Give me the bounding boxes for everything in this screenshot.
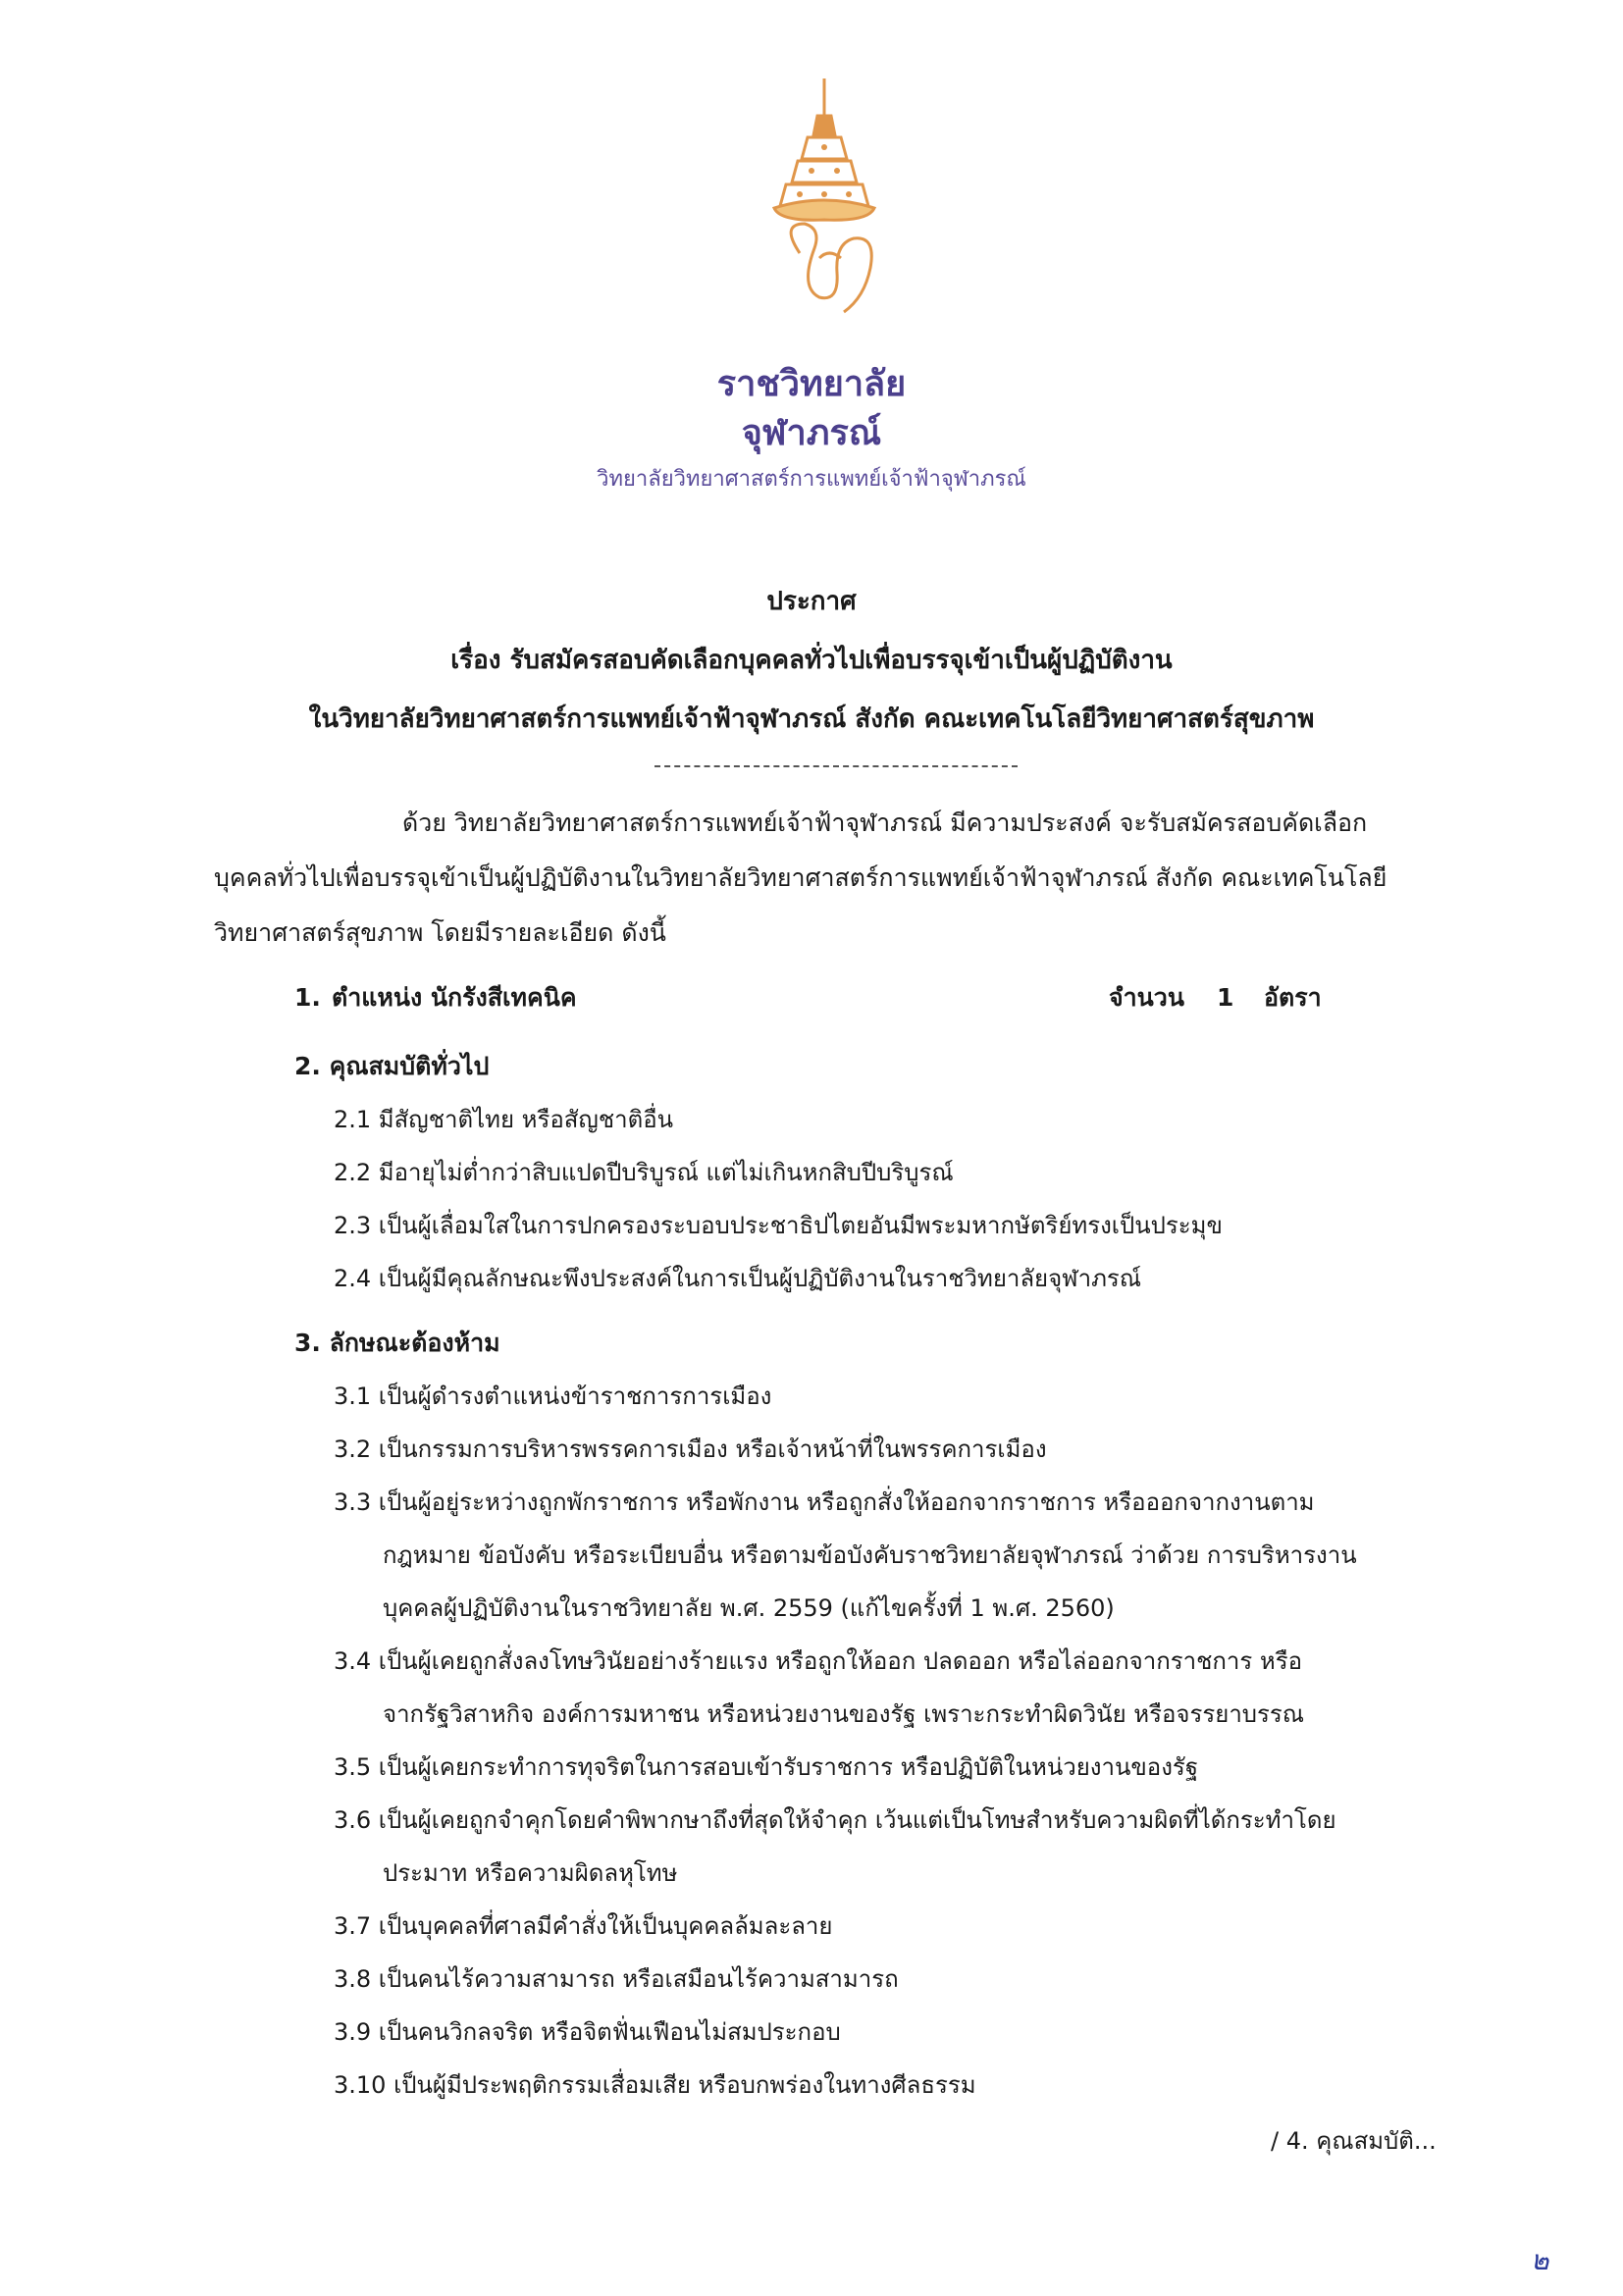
list-item: 3.1 เป็นผู้ดำรงตำแหน่งข้าราชการการเมือง (334, 1383, 772, 1410)
org-subtitle: วิทยาลัยวิทยาศาสตร์การแพทย์เจ้าฟ้าจุฬาภรณ์ (597, 467, 1026, 492)
list-item: 2.1 มีสัญชาติไทย หรือสัญชาติอื่น (334, 1106, 674, 1133)
list-item: 3.4 เป็นผู้เคยถูกสั่งลงโทษวินัยอย่างร้ายแรง หรือถูกให้ออก ปลดออก หรือไล่ออกจากราชการ หรือ (334, 1647, 1303, 1675)
list-item: 3.5 เป็นผู้เคยกระทำการทุจริตในการสอบเข้ารับราชการ หรือปฏิบัติในหน่วยงานของรัฐ (334, 1753, 1199, 1781)
position-count-label: จำนวน (1109, 983, 1184, 1012)
announcement-subject-line2: ในวิทยาลัยวิทยาศาสตร์การแพทย์เจ้าฟ้าจุฬาภรณ์ สังกัด คณะเทคโนโลยีวิทยาศาสตร์สุขภาพ (308, 704, 1315, 734)
position-count-unit: อัตรา (1264, 983, 1322, 1012)
position-title: ตำแหน่ง นักรังสีเทคนิค (332, 983, 577, 1012)
org-name-line1: ราชวิทยาลัย (716, 364, 907, 404)
position-number: 1. (294, 983, 321, 1012)
list-item-continuation: กฎหมาย ข้อบังคับ หรือระเบียบอื่น หรือตามข้อบังคับราชวิทยาลัยจุฬาภรณ์ ว่าด้วย การบริหารงาน (383, 1541, 1357, 1569)
section3-heading: 3. ลักษณะต้องห้าม (294, 1329, 500, 1357)
intro-line3: วิทยาศาสตร์สุขภาพ โดยมีรายละเอียด ดังนี้ (214, 918, 666, 947)
title-divider (654, 765, 1018, 767)
royal-crown-emblem-icon (760, 77, 888, 334)
org-name-line2: จุฬาภรณ์ (741, 413, 882, 453)
list-item: 3.8 เป็นคนไร้ความสามารถ หรือเสมือนไร้ความสามารถ (334, 1965, 899, 1993)
list-item: 3.7 เป็นบุคคลที่ศาลมีคำสั่งให้เป็นบุคคลล้มละลาย (334, 1912, 833, 1940)
position-count: 1 (1217, 983, 1234, 1012)
page-number: ๒ (1531, 2244, 1549, 2276)
list-item: 2.3 เป็นผู้เลื่อมใสในการปกครองระบอบประชาธิปไตยอันมีพระมหากษัตริย์ทรงเป็นประมุข (334, 1212, 1223, 1239)
list-item: 2.2 มีอายุไม่ต่ำกว่าสิบแปดปีบริบูรณ์ แต่ไม่เกินหกสิบปีบริบูรณ์ (334, 1159, 954, 1186)
intro-line2: บุคคลทั่วไปเพื่อบรรจุเข้าเป็นผู้ปฏิบัติงานในวิทยาลัยวิทยาศาสตร์การแพทย์เจ้าฟ้าจุฬาภรณ์ สังกัด คณะเทคโนโลยี (214, 863, 1387, 892)
intro-line1: ด้วย วิทยาลัยวิทยาศาสตร์การแพทย์เจ้าฟ้าจุฬาภรณ์ มีความประสงค์ จะรับสมัครสอบคัดเลือก (402, 809, 1368, 837)
list-item: 2.4 เป็นผู้มีคุณลักษณะพึงประสงค์ในการเป็นผู้ปฏิบัติงานในราชวิทยาลัยจุฬาภรณ์ (334, 1265, 1142, 1292)
list-item: 3.2 เป็นกรรมการบริหารพรรคการเมือง หรือเจ้าหน้าที่ในพรรคการเมือง (334, 1435, 1047, 1463)
announcement-subject: เรื่อง รับสมัครสอบคัดเลือกบุคคลทั่วไปเพื่อบรรจุเข้าเป็นผู้ปฏิบัติงาน (450, 646, 1173, 675)
list-item: 3.3 เป็นผู้อยู่ระหว่างถูกพักราชการ หรือพักงาน หรือถูกสั่งให้ออกจากราชการ หรือออกจากงานตาม (334, 1488, 1315, 1516)
section2-heading: 2. คุณสมบัติทั่วไป (294, 1052, 490, 1080)
list-item-continuation: บุคคลผู้ปฏิบัติงานในราชวิทยาลัย พ.ศ. 2559 (แก้ไขครั้งที่ 1 พ.ศ. 2560) (383, 1594, 1115, 1622)
announcement-heading: ประกาศ (766, 587, 857, 616)
list-item: 3.10 เป็นผู้มีประพฤติกรรมเสื่อมเสีย หรือบกพร่องในทางศีลธรรม (334, 2071, 976, 2099)
list-item-continuation: ประมาท หรือความผิดลหุโทษ (383, 1859, 678, 1887)
continued-marker: / 4. คุณสมบัติ... (1271, 2127, 1437, 2155)
list-item: 3.9 เป็นคนวิกลจริต หรือจิตฟั่นเฟือนไม่สมประกอบ (334, 2018, 841, 2046)
list-item: 3.6 เป็นผู้เคยถูกจำคุกโดยคำพิพากษาถึงที่สุดให้จำคุก เว้นแต่เป็นโทษสำหรับความผิดที่ได้กระทำโดย (334, 1806, 1336, 1834)
list-item-continuation: จากรัฐวิสาหกิจ องค์การมหาชน หรือหน่วยงานของรัฐ เพราะกระทำผิดวินัย หรือจรรยาบรรณ (383, 1700, 1305, 1728)
